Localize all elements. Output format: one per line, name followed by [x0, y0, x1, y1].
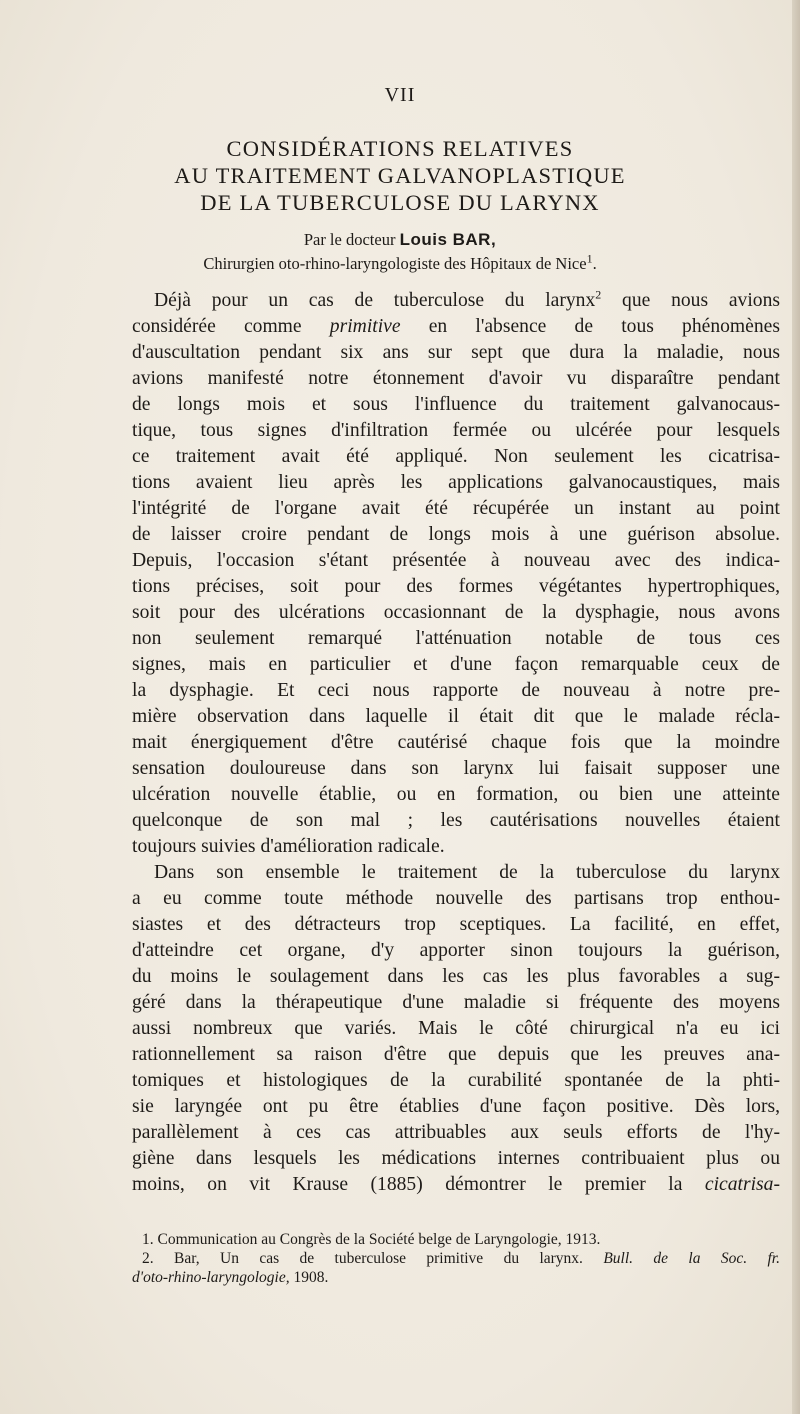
body-line: siastes et des détracteurs trop sceptiques. La facilité, en effet, [132, 914, 780, 935]
body-line: tique, tous signes d'infiltration fermée ou ulcérée pour lesquels [132, 420, 780, 441]
body-line: aussi nombreux que variés. Mais le côté chirurgical n'a eu ici [132, 1018, 780, 1039]
body-line: d'auscultation pendant six ans sur sept que dura la maladie, nous [132, 342, 780, 363]
byline [0, 228, 800, 276]
body-line: de longs mois et sous l'influence du traitement galvanocaus- [132, 394, 780, 415]
footnote-marker: 1 [586, 251, 593, 266]
text-run: Déjà pour un cas de tuberculose du larynx [154, 290, 596, 311]
body-line: a eu comme toute méthode nouvelle des partisans trop enthou- [132, 888, 780, 909]
footnotes [132, 1230, 780, 1287]
text-run: que nous avions [601, 290, 780, 311]
body-line: d'atteindre cet organe, d'y apporter sinon toujours la guérison, [132, 940, 780, 961]
footnote-marker: 2 [595, 287, 602, 302]
byline-prefix: Par le docteur [303, 230, 396, 249]
footnote-2-cont [132, 1268, 780, 1287]
body-line: non seulement remarqué l'atténuation notable de tous ces [132, 628, 780, 649]
text-run: 1908. [289, 1269, 329, 1286]
emphasis: d'oto-rhino-laryngologie, [132, 1269, 290, 1286]
body-line: mait énergiquement d'être cautérisé chaque fois que la moindre [132, 732, 780, 753]
title-line: DE LA TUBERCULOSE DU LARYNX [200, 190, 600, 215]
body-line: parallèlement à ces cas attribuables aux seuls efforts de l'hy- [132, 1122, 780, 1143]
body-line: ulcération nouvelle établie, ou en formation, ou bien une atteinte [132, 784, 780, 805]
body-line: mière observation dans laquelle il était dit que le malade récla- [132, 706, 780, 727]
text-run: moins, on vit Krause (1885) démontrer le premier la [132, 1174, 705, 1195]
affiliation-line [0, 252, 800, 276]
emphasis: cicatrisa- [704, 1174, 780, 1195]
author-name: Louis BAR, [399, 230, 497, 249]
body-line: toujours suivies d'amélioration radicale. [132, 836, 445, 857]
body-line: Dans son ensemble le traitement de la tuberculose du larynx [154, 862, 780, 883]
body-line [132, 288, 780, 314]
affiliation: Chirurgien oto-rhino-laryngologiste des Hôpitaux de Nice [203, 254, 587, 273]
body-line: géré dans la thérapeutique d'une maladie si fréquente des moyens [132, 992, 780, 1013]
body-line: soit pour des ulcérations occasionnant de la dysphagie, nous avons [132, 602, 780, 623]
body-line: signes, mais en particulier et d'une façon remarquable ceux de [132, 654, 780, 675]
body-line: la dysphagie. Et ceci nous rapporte de nouveau à notre pre- [132, 680, 780, 701]
text-run: considérée comme [132, 316, 330, 337]
emphasis: primitive [329, 316, 401, 337]
body-line: avions manifesté notre étonnement d'avoir vu disparaître pendant [132, 368, 780, 389]
title-line: AU TRAITEMENT GALVANOPLASTIQUE [174, 163, 626, 188]
body-line: du moins le soulagement dans les cas les plus favorables a sug- [132, 966, 780, 987]
body-line: sie laryngée ont pu être établies d'une façon positive. Dès lors, [132, 1096, 780, 1117]
body-line: Depuis, l'occasion s'étant présentée à nouveau avec des indica- [132, 550, 780, 571]
footnote-2 [132, 1249, 780, 1268]
text-run: en l'absence de tous phénomènes [400, 316, 780, 337]
affiliation-end: . [592, 254, 597, 273]
author-line [0, 228, 800, 252]
article-title [0, 135, 800, 216]
chapter-number: VII [384, 84, 416, 106]
body-line: l'intégrité de l'organe avait été récupérée un instant au point [132, 498, 780, 519]
title-line: CONSIDÉRATIONS RELATIVES [226, 136, 574, 161]
body-line: sensation douloureuse dans son larynx lui faisait supposer une [132, 758, 780, 779]
body-line: tions avaient lieu après les applications galvanocaustiques, mais [132, 472, 780, 493]
body-line: ce traitement avait été appliqué. Non seulement les cicatrisa- [132, 446, 780, 467]
body-line: quelconque de son mal ; les cautérisations nouvelles étaient [132, 810, 780, 831]
footnote-1: 1. Communication au Congrès de la Société belge de Laryngologie, 1913. [142, 1231, 601, 1248]
body-line: giène dans lesquels les médications internes contribuaient plus ou [132, 1148, 780, 1169]
body-line: rationnellement sa raison d'être que depuis que les preuves ana- [132, 1044, 780, 1065]
emphasis: Bull. de la Soc. fr. [603, 1250, 780, 1267]
body-line: tomiques et histologiques de la curabilité spontanée de la phti- [132, 1070, 780, 1091]
body-line [132, 314, 780, 340]
article-body [132, 288, 780, 1198]
body-line: de laisser croire pendant de longs mois à une guérison absolue. [132, 524, 780, 545]
body-line [132, 1172, 780, 1198]
body-line: tions précises, soit pour des formes végétantes hypertrophiques, [132, 576, 780, 597]
text-run: 2. Bar, Un cas de tuberculose primitive du larynx. [142, 1250, 604, 1267]
